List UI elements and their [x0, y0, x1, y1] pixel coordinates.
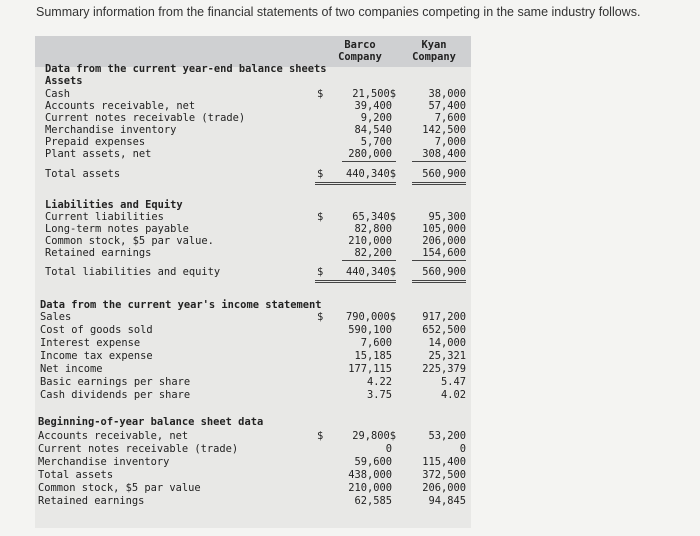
income-row-label: Income tax expense — [40, 350, 153, 362]
total-assets-kyan: 560,900 — [422, 168, 466, 180]
dollar-sign: $ — [317, 266, 324, 278]
income-row-kyan: 25,321 — [428, 350, 466, 362]
asset-row-kyan: 38,000 — [428, 88, 466, 100]
asset-row-barco: 280,000 — [348, 148, 392, 160]
income-row-barco: 177,115 — [348, 363, 392, 375]
total-liabilities-label: Total liabilities and equity — [45, 266, 221, 278]
asset-row-barco: 5,700 — [360, 136, 392, 148]
dollar-sign: $ — [317, 311, 324, 323]
beginning-row-barco: 59,600 — [354, 456, 392, 468]
income-row-kyan: 225,379 — [422, 363, 466, 375]
beginning-row-kyan: 0 — [459, 443, 466, 455]
dollar-sign: $ — [317, 88, 324, 100]
barco-header-line2: Company — [338, 51, 382, 63]
income-row-kyan: 652,500 — [422, 324, 466, 336]
assets-heading: Assets — [45, 75, 83, 87]
asset-row-label: Current notes receivable (trade) — [45, 112, 246, 124]
income-row-barco: 3.75 — [366, 389, 392, 401]
balance-sheet-title: Data from the current year-end balance sheets — [45, 63, 327, 75]
liability-row-barco: 82,800 — [354, 223, 392, 235]
beginning-year-title: Beginning-of-year balance sheet data — [38, 416, 264, 428]
asset-row-barco: 9,200 — [360, 112, 392, 124]
income-row-label: Cash dividends per share — [40, 389, 191, 401]
beginning-row-label: Current notes receivable (trade) — [38, 443, 239, 455]
total-assets-barco: 440,340$ — [345, 168, 396, 180]
double-underline — [412, 182, 466, 183]
beginning-row-label: Accounts receivable, net — [38, 430, 189, 442]
income-row-kyan: 917,200 — [422, 311, 466, 323]
asset-row-barco: 84,540 — [354, 124, 392, 136]
liabilities-heading: Liabilities and Equity — [45, 199, 183, 211]
income-row-label: Sales — [40, 311, 72, 323]
income-row-label: Basic earnings per share — [40, 376, 191, 388]
beginning-row-kyan: 94,845 — [428, 495, 466, 507]
income-row-barco: 590,100 — [348, 324, 392, 336]
beginning-row-barco: 438,000 — [348, 469, 392, 481]
liability-row-kyan: 206,000 — [422, 235, 466, 247]
income-row-barco: 790,000$ — [345, 311, 396, 323]
asset-row-kyan: 7,000 — [434, 136, 466, 148]
underline — [342, 260, 396, 261]
asset-row-label: Cash — [45, 88, 71, 100]
double-underline — [315, 280, 396, 281]
beginning-row-kyan: 372,500 — [422, 469, 466, 481]
liability-row-kyan: 105,000 — [422, 223, 466, 235]
total-liabilities-kyan: 560,900 — [422, 266, 466, 278]
asset-row-kyan: 308,400 — [422, 148, 466, 160]
asset-row-kyan: 142,500 — [422, 124, 466, 136]
asset-row-barco: 39,400 — [354, 100, 392, 112]
beginning-row-barco: 0 — [385, 443, 392, 455]
income-row-kyan: 4.02 — [440, 389, 466, 401]
liability-row-barco: 210,000 — [348, 235, 392, 247]
beginning-row-kyan: 206,000 — [422, 482, 466, 494]
beginning-row-label: Merchandise inventory — [38, 456, 170, 468]
double-underline — [315, 282, 396, 283]
liability-row-label: Long-term notes payable — [45, 223, 189, 235]
asset-row-label: Plant assets, net — [45, 148, 152, 160]
dollar-sign: $ — [317, 430, 324, 442]
liability-row-kyan: 95,300 — [428, 211, 466, 223]
intro-text: Summary information from the financial statements of two companies competing in the same industry follows. — [36, 5, 641, 19]
beginning-row-barco: 62,585 — [354, 495, 392, 507]
double-underline — [315, 182, 396, 183]
beginning-row-label: Retained earnings — [38, 495, 145, 507]
asset-row-label: Accounts receivable, net — [45, 100, 196, 112]
liability-row-label: Retained earnings — [45, 247, 152, 259]
beginning-row-kyan: 53,200 — [428, 430, 466, 442]
total-liabilities-barco: 440,340$ — [345, 266, 396, 278]
liability-row-barco: 82,200 — [354, 247, 392, 259]
asset-row-kyan: 57,400 — [428, 100, 466, 112]
income-row-label: Interest expense — [40, 337, 141, 349]
asset-row-label: Prepaid expenses — [45, 136, 146, 148]
beginning-row-label: Total assets — [38, 469, 114, 481]
double-underline — [315, 184, 396, 185]
liability-row-label: Common stock, $5 par value. — [45, 235, 214, 247]
liability-row-label: Current liabilities — [45, 211, 164, 223]
income-row-barco: 7,600 — [360, 337, 392, 349]
liability-row-barco: 65,340$ — [352, 211, 396, 223]
asset-row-label: Merchandise inventory — [45, 124, 177, 136]
income-row-barco: 15,185 — [354, 350, 392, 362]
beginning-row-barco: 210,000 — [348, 482, 392, 494]
dollar-sign: $ — [317, 168, 324, 180]
asset-row-barco: 21,500$ — [352, 88, 396, 100]
beginning-row-kyan: 115,400 — [422, 456, 466, 468]
liability-row-kyan: 154,600 — [422, 247, 466, 259]
kyan-header-line2: Company — [412, 51, 456, 63]
kyan-header-line1: Kyan — [421, 39, 447, 51]
income-row-kyan: 14,000 — [428, 337, 466, 349]
income-statement-title: Data from the current year's income statement — [40, 299, 322, 311]
underline — [412, 260, 466, 261]
income-row-label: Net income — [40, 363, 103, 375]
total-assets-label: Total assets — [45, 168, 121, 180]
asset-row-kyan: 7,600 — [434, 112, 466, 124]
underline — [342, 161, 396, 162]
double-underline — [412, 282, 466, 283]
double-underline — [412, 280, 466, 281]
income-row-label: Cost of goods sold — [40, 324, 153, 336]
barco-header-line1: Barco — [344, 39, 376, 51]
underline — [412, 161, 466, 162]
income-row-kyan: 5.47 — [440, 376, 466, 388]
beginning-row-barco: 29,800$ — [352, 430, 396, 442]
income-row-barco: 4.22 — [366, 376, 392, 388]
beginning-row-label: Common stock, $5 par value — [38, 482, 201, 494]
double-underline — [412, 184, 466, 185]
dollar-sign: $ — [317, 211, 324, 223]
